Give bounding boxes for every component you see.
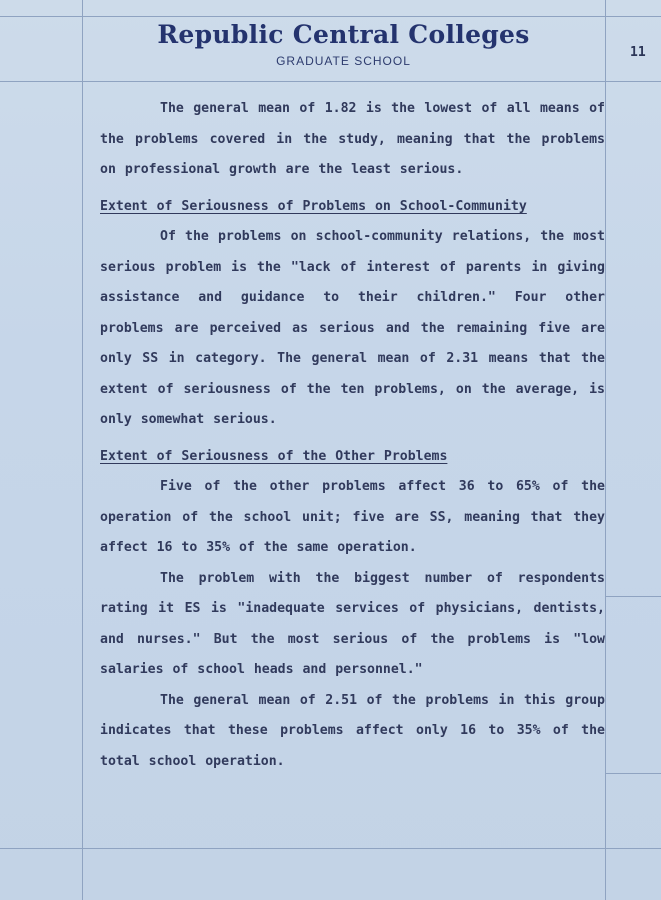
right-column-rule-1	[605, 596, 661, 597]
paragraph-school-community: Of the problems on school-community relations, the most serious problem is the "lack of interest of parents in giving assistance and guidance to their children." Four other problems are perceived as serious and the remaining five are only SS in category. The general mean of 2.31 means that the extent of seriousness of the ten problems, on the average, is only somewhat serious.	[100, 229, 605, 427]
school-name: GRADUATE SCHOOL	[276, 54, 411, 68]
margin-rule-right	[605, 0, 606, 900]
paragraph-professional-growth: The general mean of 1.82 is the lowest of all means of the problems covered in the study, meaning that the problems on professional growth are the least serious.	[100, 101, 605, 177]
page-number: 11	[630, 45, 646, 60]
top-rule	[0, 16, 661, 17]
header-rule	[0, 81, 661, 82]
heading-other-problems: Extent of Seriousness of the Other Problems	[100, 448, 448, 464]
paragraph-general-mean: The general mean of 2.51 of the problems in this group indicates that these problems affect only 16 to 35% of the total school operation.	[100, 692, 605, 769]
body-text	[100, 94, 605, 777]
bottom-rule	[0, 848, 661, 849]
right-column-rule-2	[605, 773, 661, 774]
paragraph-other-problems: Five of the other problems affect 36 to 65% of the operation of the school unit; five are SS, meaning that they affect 16 to 35% of the same operation.	[100, 479, 605, 555]
paragraph-most-serious: The problem with the biggest number of respondents rating it ES is "inadequate services of physicians, dentists, and nurses." But the most serious of the problems is "low salaries of school heads and personnel."	[100, 570, 605, 677]
heading-school-community: Extent of Seriousness of Problems on School-Community	[100, 198, 527, 214]
letterhead	[82, 18, 605, 68]
college-name: Republic Central Colleges	[157, 20, 530, 49]
margin-rule-left	[82, 0, 83, 900]
